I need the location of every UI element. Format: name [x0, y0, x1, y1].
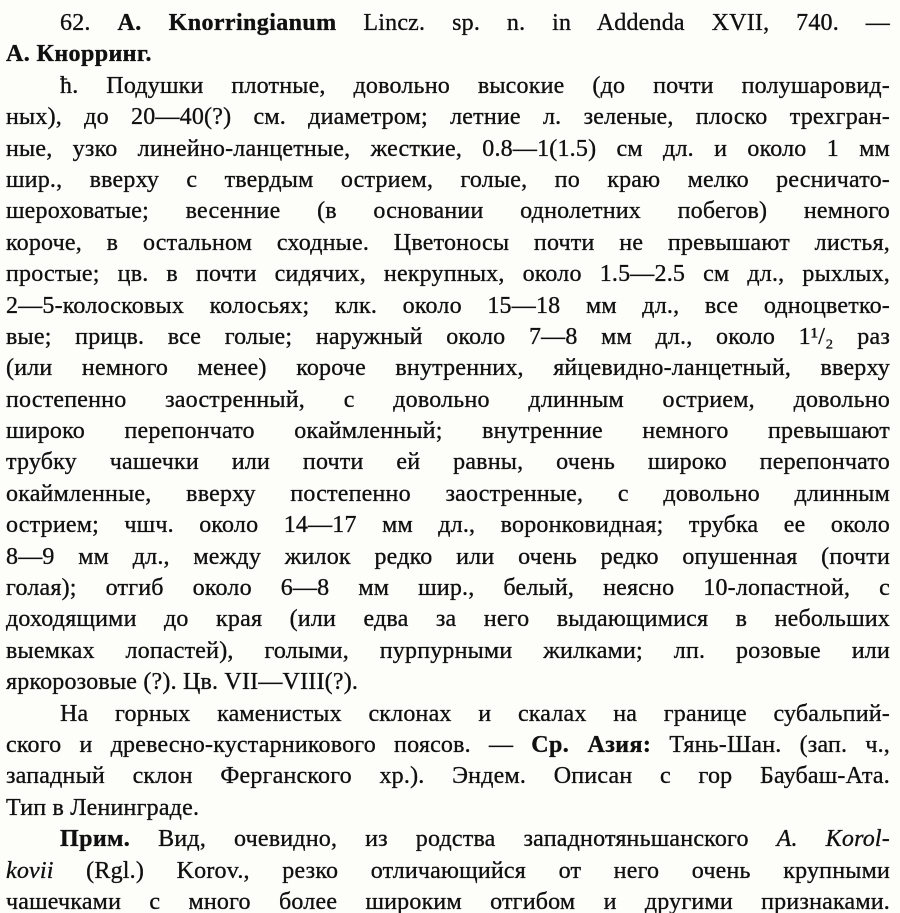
text-line [6, 196, 890, 227]
paragraph-3 [6, 699, 890, 825]
text-run: ные, узко линейно-ланцетные, жесткие, 0.8—1(1.5) см дл. и около 1 мм [6, 135, 890, 162]
text-line [6, 699, 890, 730]
text-run: шир., вверху с твердым острием, голые, по краю мелко ресничато- [6, 166, 890, 193]
text-line [6, 71, 890, 102]
text-run: постепенно заостренный, с довольно длинным острием, довольно [6, 386, 890, 413]
text-run: A. Korol- [776, 826, 890, 853]
text-run: выемках лопастей), голыми, пурпурными жилками; лп. розовые или [6, 637, 890, 664]
text-run: доходящими до края (или едва за него выдающимися в небольших [6, 606, 890, 633]
text-line [6, 887, 890, 913]
text-line [6, 793, 890, 824]
text-run: широко перепончато окаймленный; внутренние немного превышают [6, 418, 890, 445]
text-line [6, 573, 890, 604]
text-line [6, 291, 890, 322]
text-run: шероховатые; весенние (в основании однолетних побегов) немного [6, 198, 890, 225]
text-line [6, 667, 890, 698]
text-line [6, 228, 890, 259]
text-run: Ср. Азия: [531, 731, 652, 758]
text-run: 62. [60, 10, 118, 36]
text-line [6, 730, 890, 761]
text-line [6, 385, 890, 416]
text-run: kovii [6, 857, 54, 884]
text-run: Тянь-Шан. (зап. ч., [651, 731, 891, 758]
text-run: Тип в Ленинграде. [6, 794, 200, 821]
text-run: 8—9 мм дл., между жилок редко или очень редко опушенная (почти [6, 543, 890, 570]
text-run: острием; чшч. около 14—17 мм дл., воронковидная; трубка ее около [6, 512, 890, 539]
text-run: Lincz. sp. n. in Addenda XVII, 740. — [336, 10, 890, 36]
text-line [6, 636, 890, 667]
text-run: Вид, очевидно, из родства западнотяньшанского [130, 826, 777, 853]
text-line [6, 165, 890, 196]
text-line [6, 824, 890, 855]
text-run: вые; прицв. все голые; наружный около 7—8 мм дл., около 1¹/₂ раз [6, 323, 890, 350]
text-run: трубку чашечки или почти ей равны, очень широко перепончато [6, 449, 890, 476]
text-run: западный склон Ферганского хр.). Эндем. Описан с гор Баубаш-Ата. [6, 763, 890, 790]
text-run: (Rgl.) Korov., резко отличающийся от него очень крупными [53, 857, 890, 884]
text-run: А. Кнорринг. [6, 41, 152, 68]
text-run: A. Knorringianum [117, 10, 337, 36]
text-run: чашечками с много более широким отгибом и другими признаками. [6, 888, 890, 913]
text-line [6, 102, 890, 133]
text-line [6, 856, 890, 887]
paragraph-4 [6, 824, 890, 913]
text-run: короче, в остальном сходные. Цветоносы почти не превышают листья, [6, 229, 890, 256]
text-line [6, 542, 890, 573]
text-run: окаймленные, вверху постепенно заостренные, с довольно длинным [6, 480, 890, 507]
text-run: яркорозовые (?). Цв. VII—VIII(?). [6, 669, 359, 696]
text-run: простые; цв. в почти сидячих, некрупных, около 1.5—2.5 см дл., рыхлых, [6, 261, 890, 288]
text-line [6, 353, 890, 384]
text-run: На горных каменистых склонах и скалах на границе субальпий- [60, 700, 890, 727]
text-run: Прим. [60, 826, 131, 853]
paragraph-2 [6, 71, 890, 699]
text-line [6, 322, 890, 353]
text-line [6, 134, 890, 165]
text-run: ского и древесно-кустарникового поясов. — [6, 731, 532, 758]
text-line [6, 510, 890, 541]
page-text [6, 8, 890, 913]
text-line [6, 447, 890, 478]
text-run: ħ. Подушки плотные, довольно высокие (до почти полушаровид- [60, 72, 890, 99]
text-line [6, 479, 890, 510]
text-line [6, 604, 890, 635]
text-line [6, 8, 890, 39]
text-line [6, 39, 890, 70]
paragraph-1 [6, 8, 890, 71]
text-run: голая); отгиб около 6—8 мм шир., белый, неясно 10-лопастной, с [6, 575, 890, 602]
text-line [6, 761, 890, 792]
text-line [6, 259, 890, 290]
text-run: (или немного менее) короче внутренних, яйцевидно-ланцетный, вверху [6, 355, 890, 382]
text-line [6, 416, 890, 447]
text-run: ных), до 20—40(?) см. диаметром; летние л. зеленые, плоско трехгран- [6, 104, 890, 131]
text-run: 2—5-колосковых колосьях; клк. около 15—18 мм дл., все одноцветко- [6, 292, 890, 319]
